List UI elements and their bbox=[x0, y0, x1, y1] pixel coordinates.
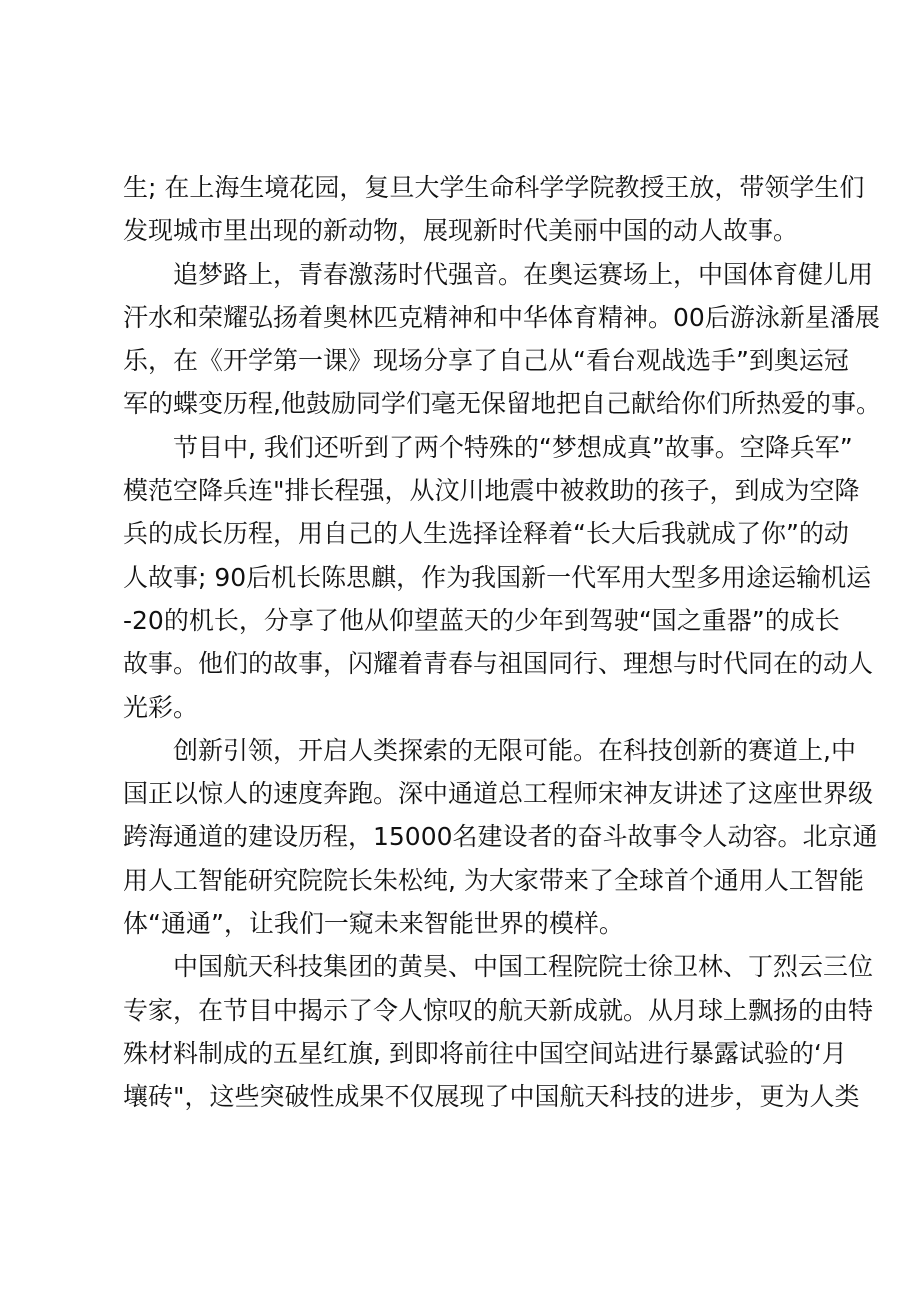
text-line: 乐，在《开学第一课》现场分享了自己从“看台观战选手”到奥运冠 bbox=[123, 346, 849, 376]
paragraph bbox=[123, 253, 881, 426]
text-line: 汗水和荣耀弘扬着奥林匹克精神和中华体育精神。00后游泳新星潘展 bbox=[123, 302, 880, 332]
text-line: 专家，在节目中揭示了令人惊叹的航天新成就。从月球上飘扬的由特 bbox=[123, 995, 874, 1025]
text-line: 模范空降兵连"排长程强，从汶川地震中被救助的孩子，到成为空降 bbox=[123, 476, 860, 506]
paragraph bbox=[123, 166, 865, 253]
text-line: 兵的成长历程，用自己的人生选择诠释着“长大后我就成了你”的动 bbox=[123, 519, 849, 549]
text-line: 故事。他们的故事，闪耀着青春与祖国同行、理想与时代同在的动人 bbox=[123, 649, 874, 679]
text-line: 发现城市里出现的新动物，展现新时代美丽中国的动人故事。 bbox=[123, 216, 799, 246]
text-line: 节目中, 我们还听到了两个特殊的“梦想成真”故事。空降兵军” bbox=[173, 432, 853, 462]
text-line: 生; 在上海生境花园，复旦大学生命科学学院教授王放，带领学生们 bbox=[123, 173, 865, 202]
text-line: 光彩。 bbox=[123, 692, 199, 722]
text-line: 体“通通”，让我们一窥未来智能世界的模样。 bbox=[123, 909, 624, 939]
text-line: 国正以惊人的速度奔跑。深中通道总工程师宋神友讲述了这座世界级 bbox=[123, 779, 874, 809]
text-line: 用人工智能研究院院长朱松纯, 为大家带来了全球首个通用人工智能 bbox=[123, 865, 864, 895]
text-line: 军的蝶变历程,他鼓励同学们毫无保留地把自己献给你们所热爱的事。 bbox=[123, 389, 881, 419]
text-line: 人故事; 90后机长陈思麒，作为我国新一代军用大型多用途运输机运 bbox=[123, 562, 872, 592]
article-body bbox=[123, 166, 881, 1119]
text-line: 追梦路上，青春激荡时代强音。在奥运赛场上，中国体育健儿用 bbox=[173, 259, 874, 289]
text-line: 中国航天科技集团的黄昊、中国工程院院士徐卫林、丁烈云三位 bbox=[173, 952, 874, 982]
paragraph bbox=[123, 945, 874, 1118]
text-line: 壤砖"，这些突破性成果不仅展现了中国航天科技的进步，更为人类 bbox=[123, 1082, 860, 1112]
text-line: 创新引领，开启人类探索的无限可能。在科技创新的赛道上,中 bbox=[173, 735, 856, 765]
paragraph bbox=[123, 426, 874, 729]
text-line: 殊材料制成的五星红旗, 到即将前往中国空间站进行暴露试验的‘月 bbox=[123, 1038, 847, 1068]
paragraph bbox=[123, 729, 878, 945]
text-line: 跨海通道的建设历程，15000名建设者的奋斗故事令人动容。北京通 bbox=[123, 822, 878, 852]
text-line: -20的机长，分享了他从仰望蓝天的少年到驾驶“国之重器”的成长 bbox=[123, 605, 840, 635]
